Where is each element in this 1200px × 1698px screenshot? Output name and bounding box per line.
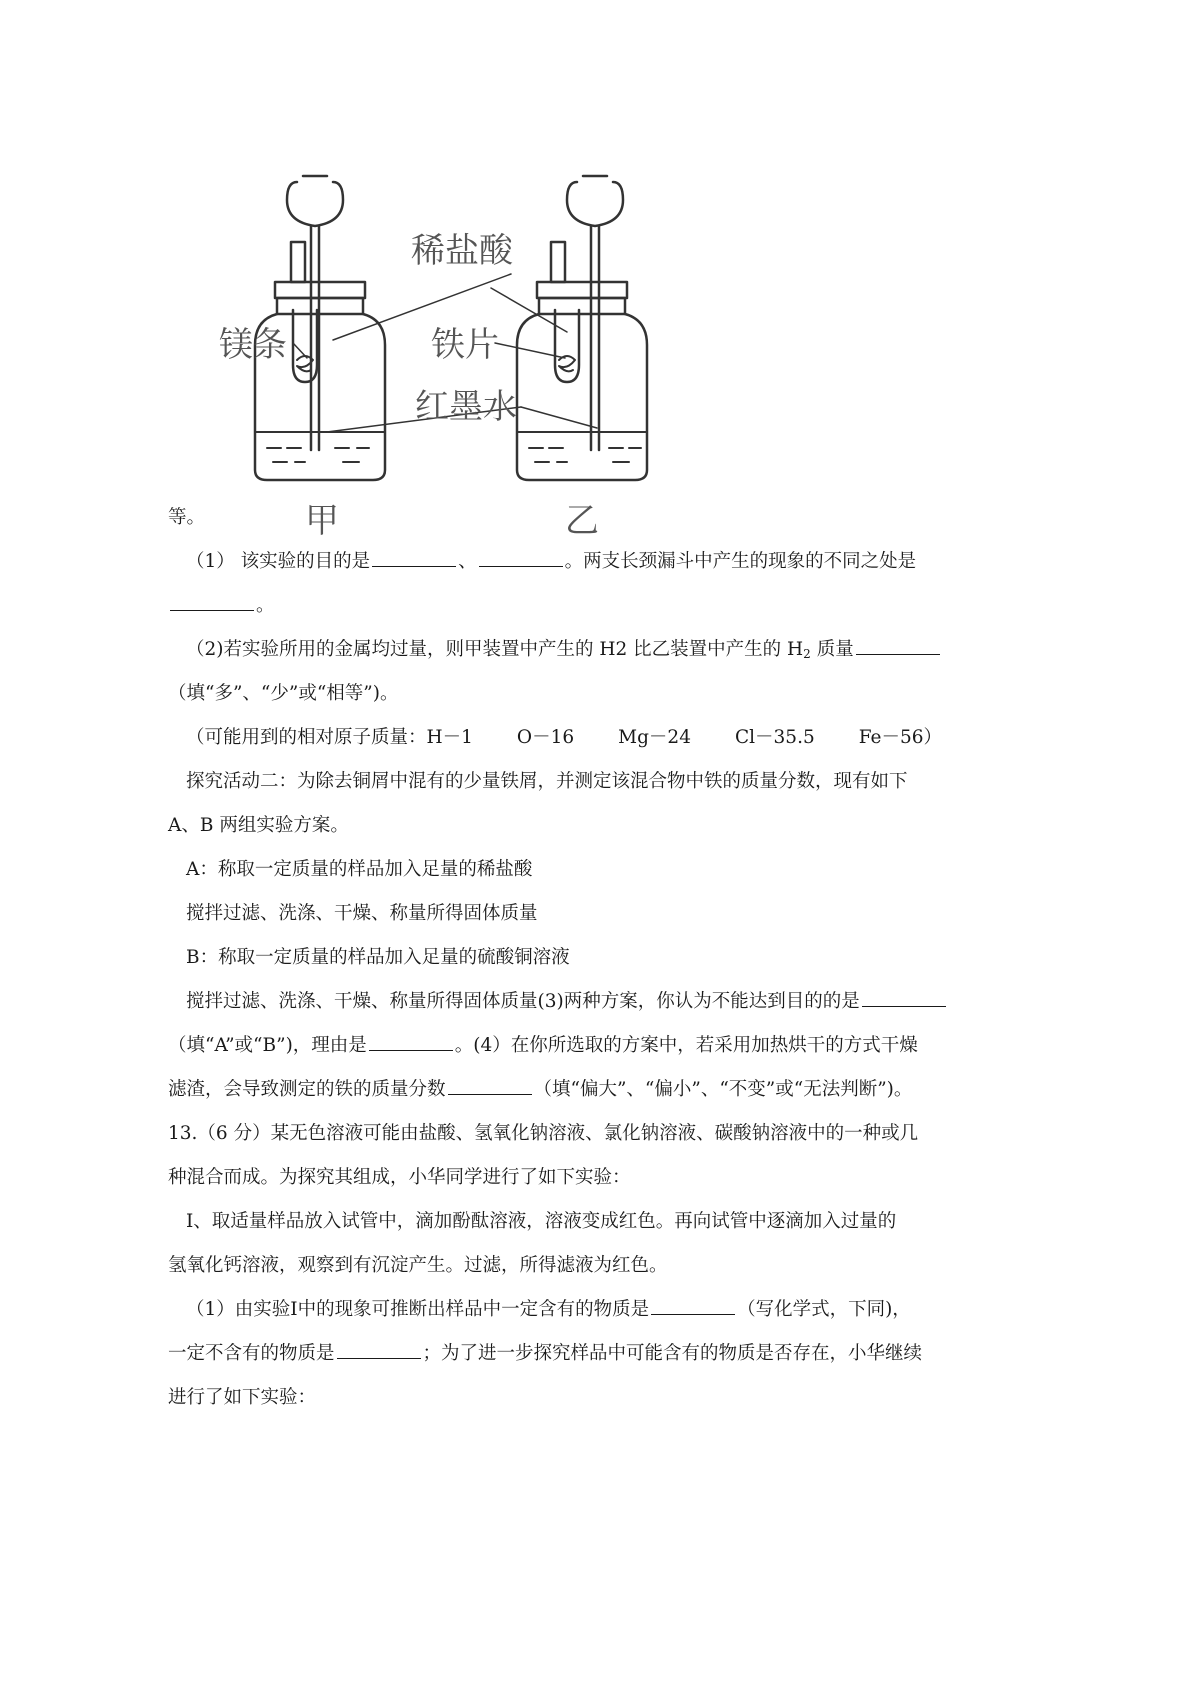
question-4: 滤渣，会导致测定的铁的质量分数 （填“偏大”、“偏小”、“不变”或“无法判断”)。 [168,1079,913,1100]
question-2: （2)若实验所用的金属均过量，则甲装置中产生的 H2 比乙装置中产生的 $H_2$ 质量 [186,641,942,660]
question-2-cont: （填“多”、“少”或“相等”)。 [168,683,399,704]
sub-question-1-cont: 一定不含有的物质是 ；为了进一步探究样品中可能含有的物质是否存在，小华继续 [168,1343,923,1364]
label-jia: 甲 [305,501,339,541]
apparatus-figure [215,160,715,560]
plan-a: A：称取一定质量的样品加入足量的稀盐酸 [186,859,533,880]
activity-2-cont: A、B 两组实验方案。 [168,815,349,836]
plan-b: B：称取一定质量的样品加入足量的硫酸铜溶液 [186,947,570,968]
question-1-cont: 。 [168,597,275,616]
question-13-cont: 种混合而成。为探究其组成，小华同学进行了如下实验： [168,1167,631,1188]
answer-blank[interactable] [651,1313,735,1315]
answer-blank[interactable] [372,565,456,567]
activity-2: 探究活动二：为除去铜屑中混有的少量铁屑，并测定该混合物中铁的质量分数，现有如下 [186,771,908,792]
experiment-1: Ⅰ、取适量样品放入试管中，滴加酚酞溶液，溶液变成红色。再向试管中逐滴加入过量的 [186,1211,897,1232]
answer-blank[interactable] [862,1005,946,1007]
question-1: （1） 该实验的目的是 、 。两支长颈漏斗中产生的现象的不同之处是 [186,551,917,572]
text-line-1: 等。 [168,507,206,528]
question-3: 搅拌过滤、洗涤、干燥、称量所得固体质量(3)两种方案，你认为不能达到目的的是 [186,993,948,1012]
answer-blank[interactable] [369,1049,453,1051]
sub-question-1-end: 进行了如下实验： [168,1387,317,1408]
answer-blank[interactable] [856,653,940,655]
atomic-mass-note: （可能用到的相对原子质量：H－1 O－16 Mg－24 Cl－35.5 Fe－56） [186,727,943,748]
answer-blank[interactable] [479,565,563,567]
label-hcl: 稀盐酸 [411,231,513,271]
question-13: 13.（6 分）某无色溶液可能由盐酸、氢氧化钠溶液、氯化钠溶液、碳酸钠溶液中的一种或几 [168,1123,919,1144]
experiment-1-cont: 氢氧化钙溶液，观察到有沉淀产生。过滤，所得滤液为红色。 [168,1255,668,1276]
answer-blank[interactable] [337,1357,421,1359]
answer-blank[interactable] [448,1093,532,1095]
bottle-yi [517,176,647,480]
label-fe: 铁片 [431,325,499,365]
sub-question-1: （1）由实验Ⅰ中的现象可推断出样品中一定含有的物质是 （写化学式，下同)， [186,1299,911,1320]
label-yi: 乙 [565,501,599,541]
question-3-cont: （填“A”或“B”)，理由是 。(4）在你所选取的方案中，若采用加热烘干的方式干燥 [168,1035,918,1056]
answer-blank[interactable] [170,609,254,611]
plan-a-steps: 搅拌过滤、洗涤、干燥、称量所得固体质量 [186,903,538,924]
label-mg: 镁条 [219,325,287,365]
label-ink: 红墨水 [415,387,517,427]
